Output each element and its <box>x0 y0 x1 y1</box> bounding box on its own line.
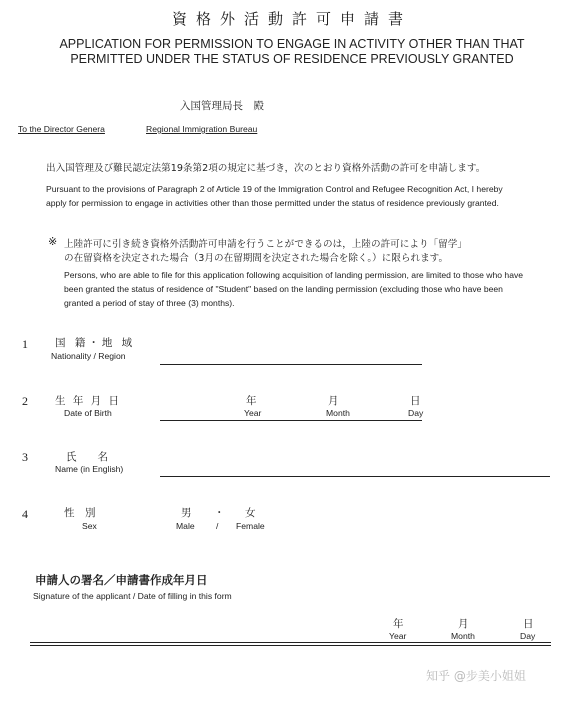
birth-year-jp: 年 <box>246 395 257 407</box>
form-title-en-line2: PERMITTED UNDER THE STATUS OF RESIDENCE PREVIOUSLY GRANTED <box>70 52 514 66</box>
sign-year-en: Year <box>389 631 407 641</box>
nationality-input-line[interactable] <box>160 364 422 365</box>
name-input-line[interactable] <box>160 476 550 477</box>
birth-year-en: Year <box>244 408 262 418</box>
sex-male-jp[interactable]: 男 <box>181 507 192 519</box>
field-3-label-en: Name (in English) <box>55 464 124 474</box>
field-2-number: 2 <box>22 394 28 408</box>
field-4-label-en: Sex <box>82 521 97 531</box>
intro-en: Pursuant to the provisions of Paragraph 2 of Article 19 of the Immigration Control and Refugee Recognition Act, I hereby apply for permission to engage in activities other than those permitted under the status of residence previously granted. <box>46 184 503 208</box>
sign-year-jp: 年 <box>393 618 404 630</box>
signature-heading-en: Signature of the applicant / Date of filling in this form <box>33 591 232 601</box>
birth-day-jp: 日 <box>410 395 421 407</box>
director-en: To the Director Genera <box>18 124 105 134</box>
sign-day-en: Day <box>520 631 536 641</box>
sign-month-jp: 月 <box>458 618 469 630</box>
note-mark: ※ <box>48 235 58 248</box>
birthdate-input-line[interactable] <box>160 420 422 421</box>
field-2-label-jp: 生 年 月 日 <box>55 395 122 407</box>
field-3-number: 3 <box>22 450 28 464</box>
note-en: Persons, who are able to file for this application following acquisition of landing permission, are limited to those who have been granted the status of residence of "Student" based on the landing permission (excluding those who have been granted a period of stay of three (3) months). <box>64 270 524 308</box>
intro-jp: 出入国管理及び難民認定法第19条第2項の規定に基づき，次のとおり資格外活動の許可を申請します。 <box>46 163 486 174</box>
field-1-label-en: Nationality / Region <box>51 351 126 361</box>
sex-female-en[interactable]: Female <box>236 521 265 531</box>
form-title-en-line1: APPLICATION FOR PERMISSION TO ENGAGE IN ACTIVITY OTHER THAN THAT <box>59 37 525 51</box>
field-3-label-jp: 氏 名 <box>66 451 108 463</box>
note-jp-line1: 上陸許可に引き続き資格外活動許可申請を行うことができるのは，上陸の許可により「留学」 <box>64 239 467 250</box>
field-1-number: 1 <box>22 337 28 351</box>
form-title-jp: 資格外活動許可申請書 <box>171 10 412 28</box>
sex-female-jp[interactable]: 女 <box>245 507 256 519</box>
birth-month-en: Month <box>326 408 350 418</box>
signature-line-top[interactable] <box>30 642 551 643</box>
field-2-label-en: Date of Birth <box>64 408 112 418</box>
sex-separator-slash: / <box>216 521 219 531</box>
watermark: 知乎 @步美小姐姐 <box>426 669 526 683</box>
bureau-en: Regional Immigration Bureau <box>146 124 258 134</box>
birth-day-en: Day <box>408 408 424 418</box>
sign-month-en: Month <box>451 631 475 641</box>
addressee-jp: 入国管理局長 殿 <box>180 100 264 112</box>
sex-male-en[interactable]: Male <box>176 521 195 531</box>
field-4-number: 4 <box>22 507 28 521</box>
note-jp-line2: の在留資格を決定された場合（3月の在留期間を決定された場合を除く。）に限られます。 <box>64 253 449 264</box>
signature-heading-jp: 申請人の署名／申請書作成年月日 <box>35 573 208 587</box>
field-1-label-jp: 国 籍・地 域 <box>55 337 136 349</box>
field-4-label-jp: 性 別 <box>64 507 96 519</box>
sex-separator-dot: ・ <box>214 507 225 519</box>
sign-day-jp: 日 <box>523 618 534 630</box>
birth-month-jp: 月 <box>328 395 339 407</box>
signature-line-bottom <box>30 645 551 646</box>
